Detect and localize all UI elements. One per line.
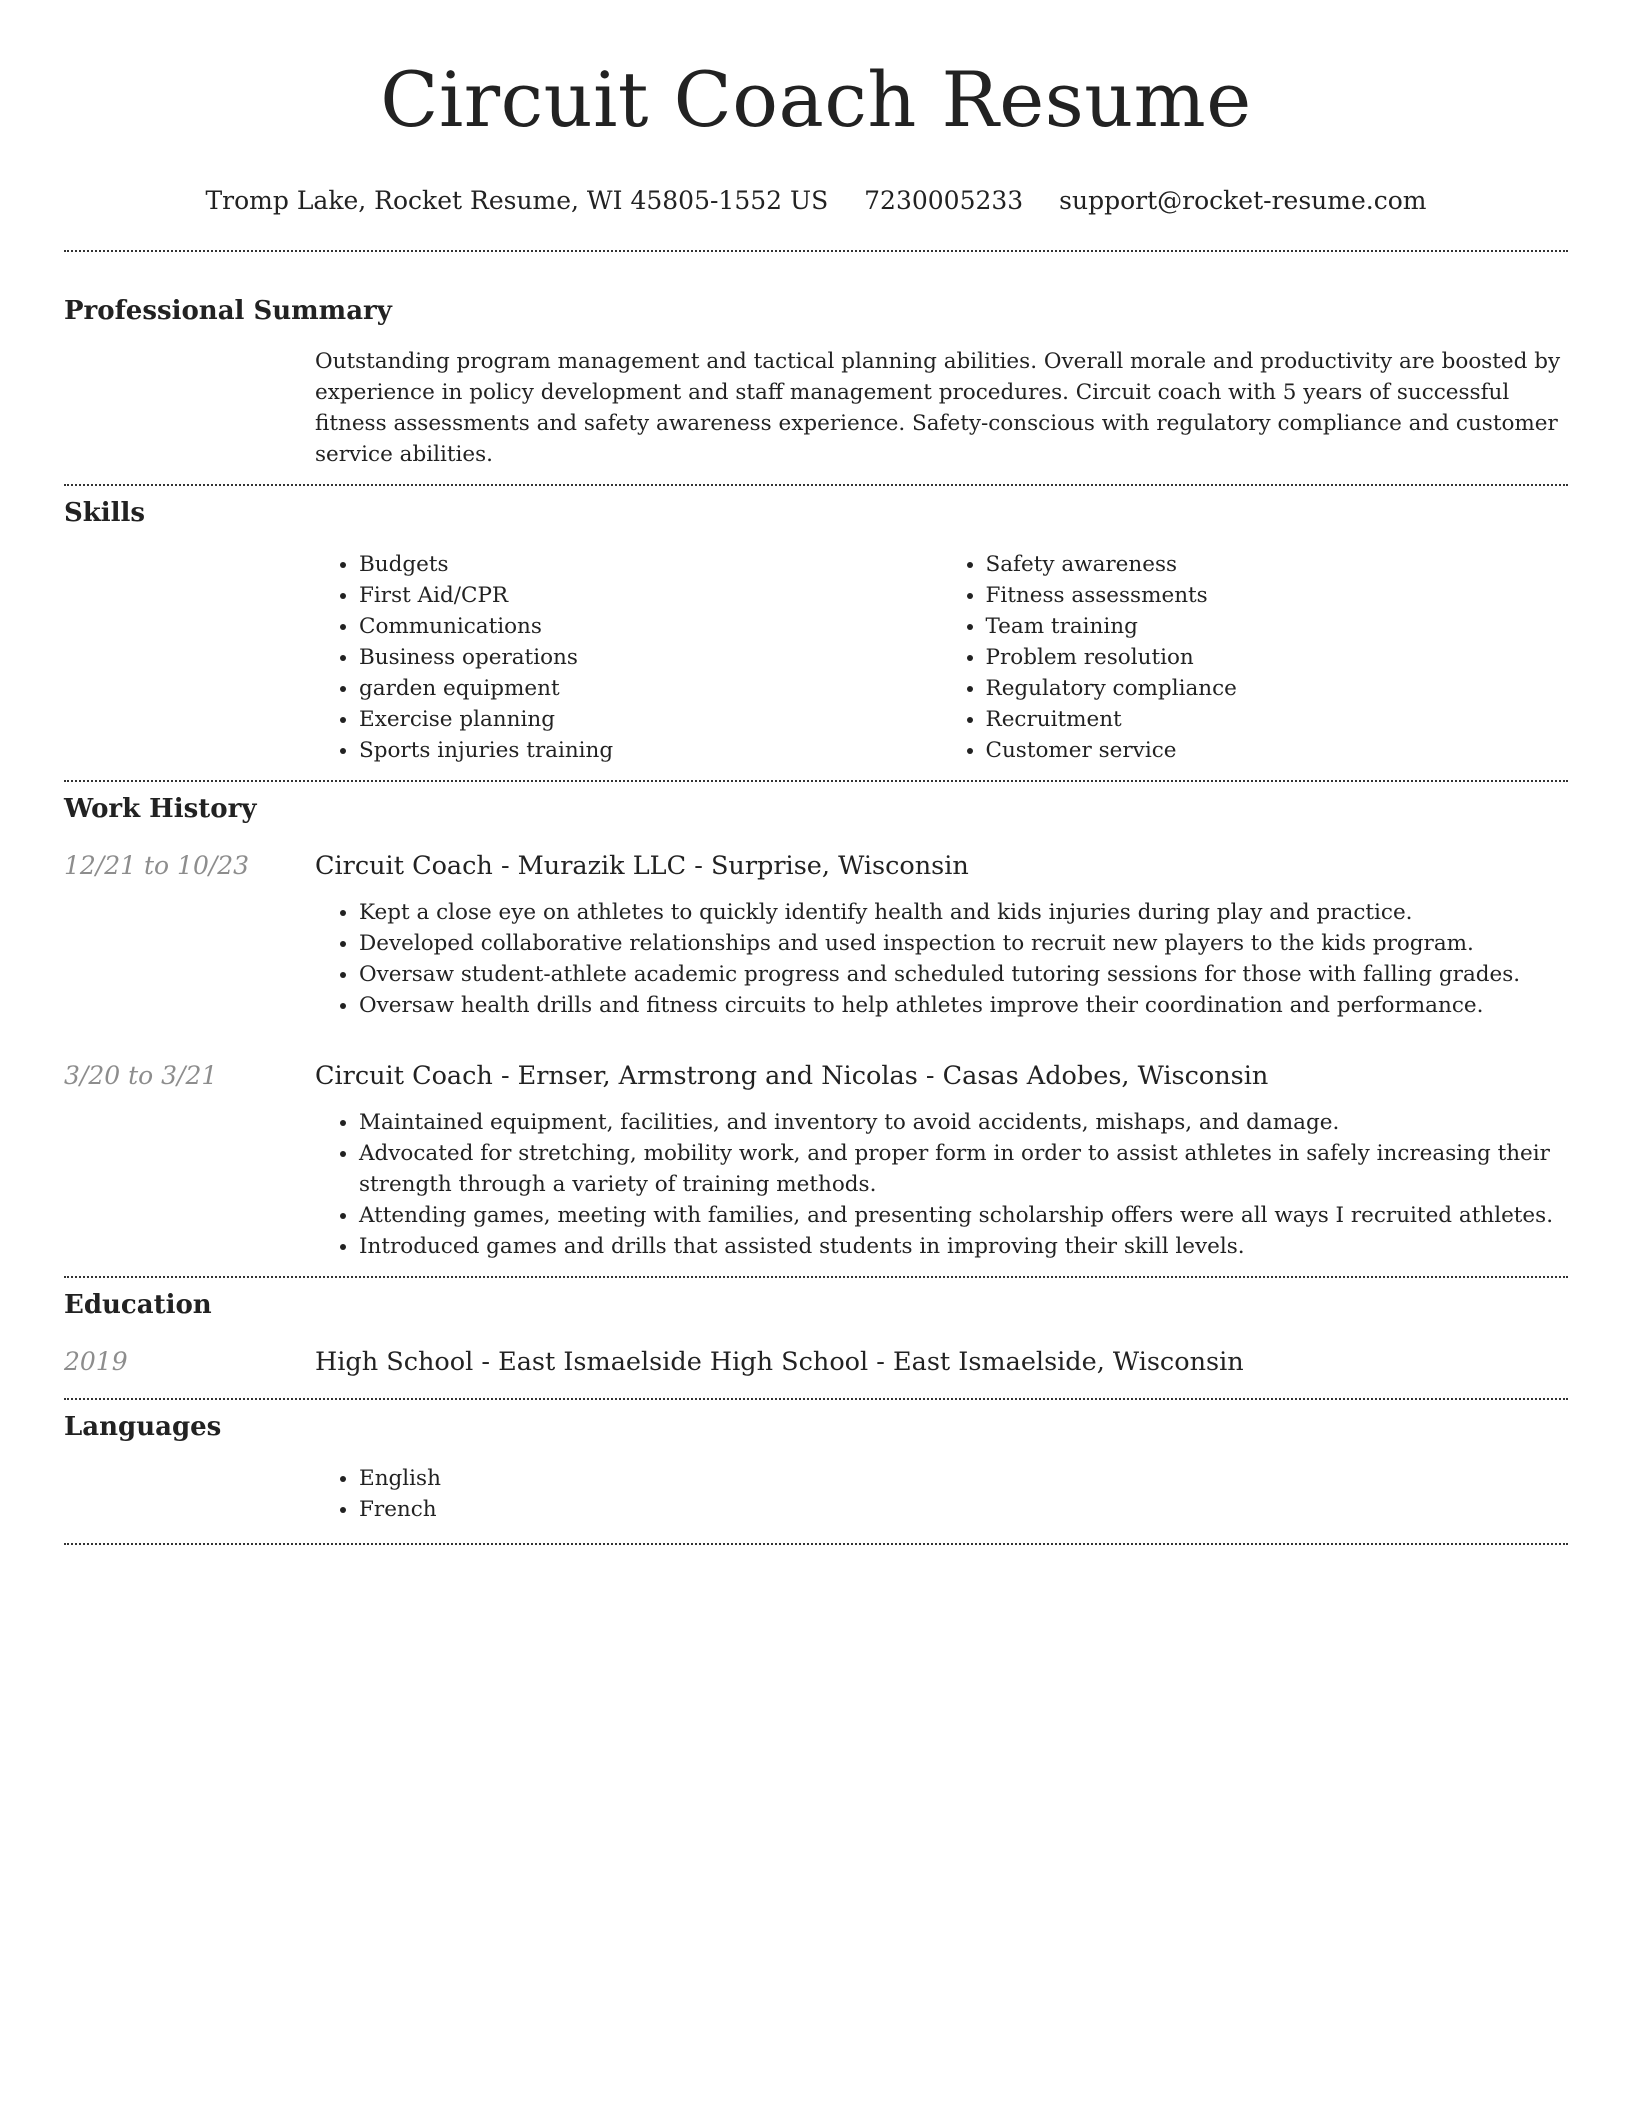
skill-item: • Safety awareness — [986, 549, 1569, 580]
skill-item: • First Aid/CPR — [359, 580, 942, 611]
skills-section — [64, 486, 1568, 766]
language-item: • French — [359, 1494, 1568, 1525]
job-title: Circuit Coach - Ernser, Armstrong and Nicolas - Casas Adobes, Wisconsin — [315, 1061, 1269, 1091]
education-year: 2019 — [64, 1347, 128, 1376]
skill-item: • Customer service — [986, 735, 1569, 766]
education-title: Education — [64, 1290, 212, 1320]
education-entry — [64, 1345, 1568, 1379]
skill-item: • Sports injuries training — [359, 735, 942, 766]
job-bullet: • Oversaw student-athlete academic progress and scheduled tutoring sessions for those with falling grades. — [359, 959, 1568, 990]
skills-column-left — [315, 549, 942, 766]
work-section — [64, 782, 1568, 1262]
language-item: • English — [359, 1463, 1568, 1494]
skills-title: Skills — [64, 498, 146, 528]
languages-title: Languages — [64, 1412, 222, 1442]
summary-title: Professional Summary — [64, 296, 392, 326]
skill-item: • garden equipment — [359, 673, 942, 704]
job-bullets — [315, 1107, 1568, 1262]
resume-page — [64, 0, 1568, 1545]
languages-section — [64, 1400, 1568, 1525]
skill-item: • Team training — [986, 611, 1569, 642]
skill-item: • Problem resolution — [986, 642, 1569, 673]
skill-item: • Exercise planning — [359, 704, 942, 735]
education-detail: High School - East Ismaelside High School - East Ismaelside, Wisconsin — [315, 1347, 1244, 1377]
job-bullet: • Developed collaborative relationships and used inspection to recruit new players to the kids program. — [359, 928, 1568, 959]
divider — [64, 1543, 1568, 1545]
languages-list — [315, 1463, 1568, 1525]
job-bullet: • Introduced games and drills that assisted students in improving their skill levels. — [359, 1231, 1568, 1262]
contact-email: support@rocket-resume.com — [1059, 186, 1427, 215]
job-dates: 12/21 to 10/23 — [64, 851, 250, 880]
skill-item: • Fitness assessments — [986, 580, 1569, 611]
contact-line — [64, 184, 1568, 218]
education-section — [64, 1278, 1568, 1379]
skill-item: • Recruitment — [986, 704, 1569, 735]
resume-name: Circuit Coach Resume — [380, 55, 1252, 144]
skill-item: • Business operations — [359, 642, 942, 673]
skill-item: • Regulatory compliance — [986, 673, 1569, 704]
work-title: Work History — [64, 794, 257, 824]
skill-item: • Communications — [359, 611, 942, 642]
summary-text: Outstanding program management and tactical planning abilities. Overall morale and productivity are boosted by experience in policy development and staff management procedures. Circuit coach with 5 years of successful fitness assessments and safety awareness experience. Safety-conscious with regulatory compliance and customer service abilities. — [315, 349, 1561, 467]
job-bullet: • Advocated for stretching, mobility work, and proper form in order to assist athletes in safely increasing their strength through a variety of training methods. — [359, 1138, 1568, 1200]
job-entry — [64, 1059, 1568, 1262]
job-bullets — [315, 897, 1568, 1021]
job-entry — [64, 849, 1568, 1021]
job-bullet: • Maintained equipment, facilities, and inventory to avoid accidents, mishaps, and damage. — [359, 1107, 1568, 1138]
skills-list — [315, 549, 1568, 766]
contact-address: Tromp Lake, Rocket Resume, WI 45805-1552 US — [205, 186, 829, 215]
skill-item: • Budgets — [359, 549, 942, 580]
job-bullet: • Attending games, meeting with families, and presenting scholarship offers were all ways I recruited athletes. — [359, 1200, 1568, 1231]
skills-column-right — [942, 549, 1569, 766]
job-bullet: • Oversaw health drills and fitness circuits to help athletes improve their coordination and performance. — [359, 990, 1568, 1021]
job-title: Circuit Coach - Murazik LLC - Surprise, Wisconsin — [315, 851, 969, 881]
job-bullet: • Kept a close eye on athletes to quickly identify health and kids injuries during play and practice. — [359, 897, 1568, 928]
job-dates: 3/20 to 3/21 — [64, 1061, 218, 1090]
summary-section — [64, 252, 1568, 470]
contact-phone: 7230005233 — [864, 186, 1024, 215]
